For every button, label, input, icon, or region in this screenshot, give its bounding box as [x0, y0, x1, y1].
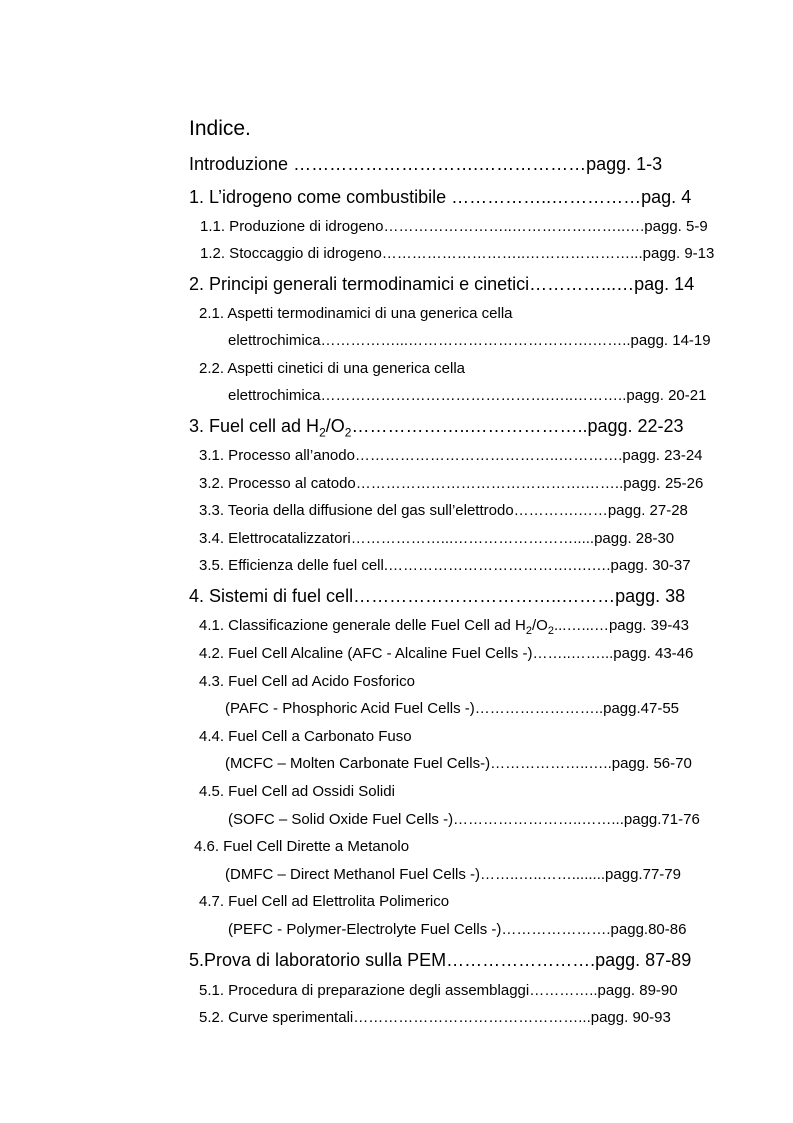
toc-entry: 4. Sistemi di fuel cell……………………………..………pagg. 38 [189, 586, 686, 606]
toc-entry: (MCFC – Molten Carbonate Fuel Cells-)………………..…..pagg. 56-70 [225, 755, 692, 772]
toc-entry: 3.2. Processo al catodo……………………………………….……..pagg. 25-26 [199, 475, 704, 492]
page-title: Indice. [189, 117, 251, 140]
toc-entry: 4.7. Fuel Cell ad Elettrolita Polimerico [199, 893, 450, 910]
toc-entry: 2.2. Aspetti cinetici di una generica cella [199, 360, 465, 377]
toc-entry: (DMFC – Direct Methanol Fuel Cells -)……..…..……........pagg.77-79 [225, 866, 681, 883]
toc-entry: 5.Prova di laboratorio sulla PEM…………………….pagg. 87-89 [189, 950, 692, 970]
toc-entry: 2.1. Aspetti termodinamici di una generica cella [199, 305, 513, 322]
toc-entry: (PEFC - Polymer-Electrolyte Fuel Cells -)………………….pagg.80-86 [228, 921, 687, 938]
toc-entry: 3.3. Teoria della diffusione del gas sull’elettrodo………….……pagg. 27-28 [199, 502, 688, 519]
toc-entry: 4.1. Classificazione generale delle Fuel Cell ad $H_2/O_2...\dots...\dots pagg$. 39-43 [199, 617, 690, 637]
toc-entry: 3.1. Processo all’anodo…………………………………..………….pagg. 23-24 [199, 447, 703, 464]
toc-entry: 3.4. Elettrocatalizzatori………………...…………………….....pagg. 28-30 [199, 530, 675, 547]
toc-entry: 2. Principi generali termodinamici e cinetici…………...…pag. 14 [189, 274, 695, 294]
toc-entry: 3. Fuel cell ad $H_2/O_2\dots\dots\dots\dots\dots\dots..\dots\dots\dots\dots\dots\dots..pagg$. 22-23 [189, 416, 684, 440]
toc-entry: 4.5. Fuel Cell ad Ossidi Solidi [199, 783, 395, 800]
toc-entry: 4.2. Fuel Cell Alcaline (AFC - Alcaline Fuel Cells -)……..……...pagg. 43-46 [199, 645, 694, 662]
toc-entry: 1. L’idrogeno come combustibile ……………..……………pag. 4 [189, 187, 692, 207]
toc-entry: Introduzione ………………………….………………pagg. 1-3 [189, 154, 663, 174]
toc-entry: (PAFC - Phosphoric Acid Fuel Cells -)……………………..pagg.47-55 [225, 700, 680, 717]
toc-entry: 5.2. Curve sperimentali………………………………………...pagg. 90-93 [199, 1009, 671, 1026]
toc-entry: 4.6. Fuel Cell Dirette a Metanolo [194, 838, 410, 855]
toc-entry: elettrochimica……………...……………………………….……..pagg. 14-19 [228, 332, 711, 349]
toc-entry: 3.5. Efficienza delle fuel cell.……………………………….….….pagg. 30-37 [199, 557, 691, 574]
toc-entry: (SOFC – Solid Oxide Fuel Cells -)……………………..……...pagg.71-76 [228, 811, 700, 828]
toc-entry: 5.1. Procedura di preparazione degli assemblaggi…………..pagg. 89-90 [199, 982, 678, 999]
toc-entry: 4.4. Fuel Cell a Carbonato Fuso [199, 728, 412, 745]
toc-entry: 1.1. Produzione di idrogeno……………………..…………………..….pagg. 5-9 [200, 218, 708, 235]
toc-entry: elettrochimica……………………………………….…..………..pagg. 20-21 [228, 387, 707, 404]
toc-entry: 1.2. Stoccaggio di idrogeno………………………..…………………...pagg. 9-13 [200, 245, 715, 262]
toc-entry: 4.3. Fuel Cell ad Acido Fosforico [199, 673, 415, 690]
